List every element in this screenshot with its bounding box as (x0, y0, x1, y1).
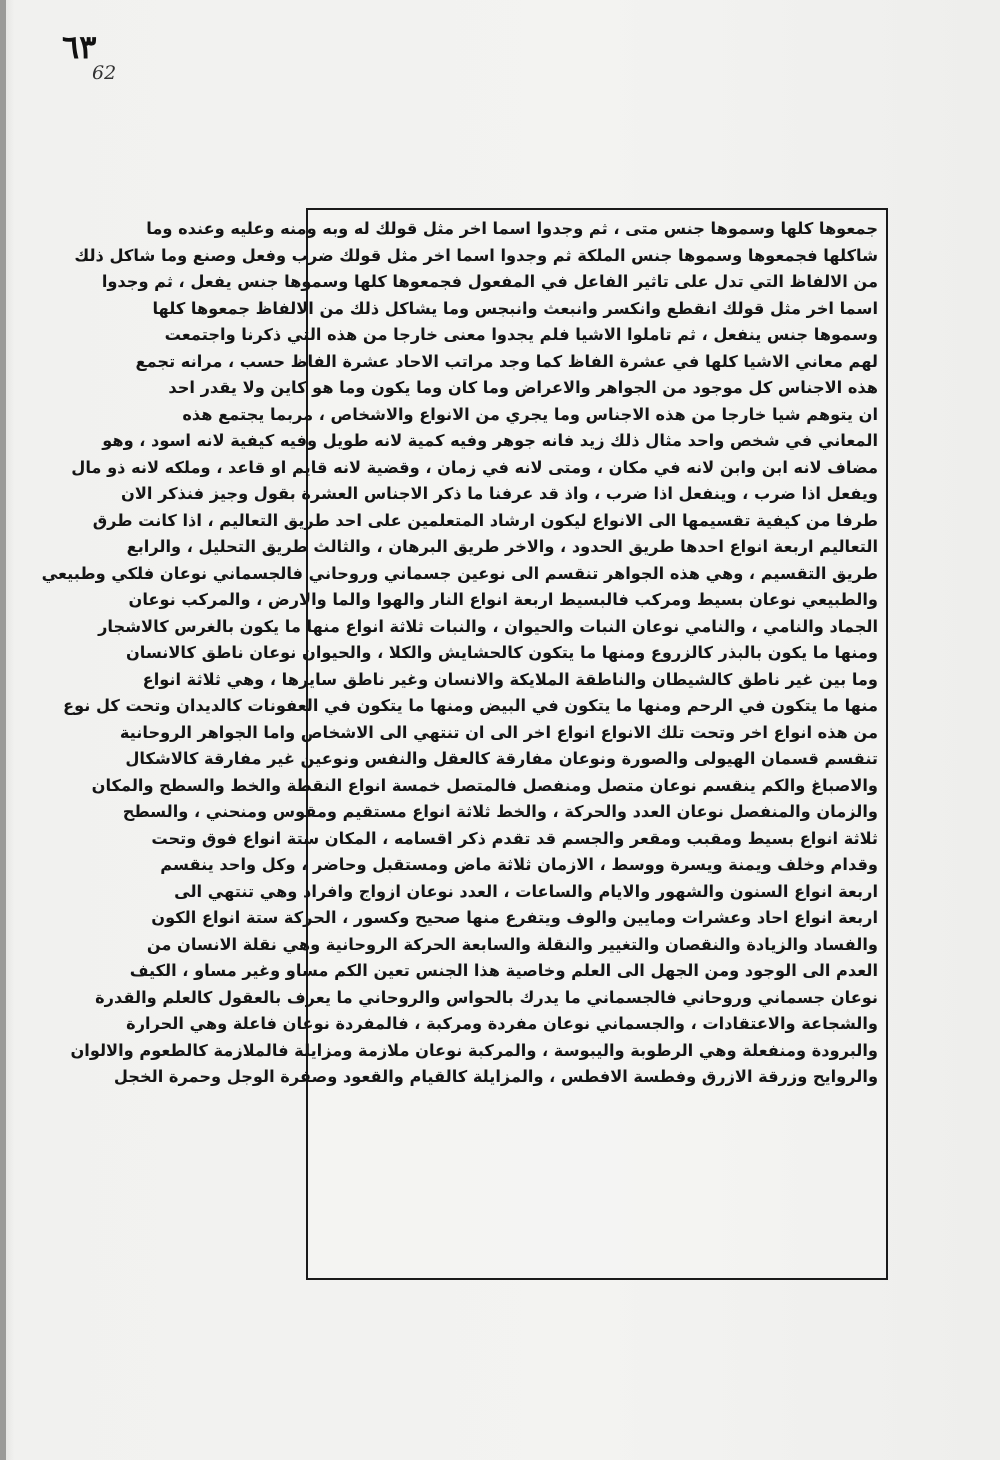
text-line: المعاني في شخص واحد مثال ذلك زيد فانه جوهر وفيه كمية لانه طويل وفيه كيفية لانه اسود ، وهو (102, 431, 878, 450)
binding-gutter (0, 0, 6, 1460)
text-line: نوعان جسماني وروحاني فالجسماني ما يدرك بالحواس والروحاني ما يعرف بالعقول كالعلم والقدرة (95, 987, 878, 1007)
text-line: وما بين غير ناطق كالشيطان والناطقة الملايكة والانسان وغير ناطق سايرها ، وهي ثلاثة انواع (142, 669, 878, 689)
text-line: والاصباغ والكم ينقسم نوعان متصل ومنفصل فالمتصل خمسة انواع النقطة والخط والسطح والمكان (91, 775, 878, 795)
text-line: اسما اخر مثل قولك انقطع وانكسر وانبعث وانبجس وما يشاكل ذلك من الالفاظ جمعوها كلها (152, 298, 878, 318)
text-line: العدم الى الوجود ومن الجهل الى العلم وخاصية هذا الجنس تعين الكم مساو وغير مساو ، الكيف (129, 961, 878, 980)
text-line: ويفعل اذا ضرب ، وينفعل اذا ضرب ، واذ قد عرفنا ما ذكر الاجناس العشرة بقول وجيز فنذكر الان (121, 484, 878, 503)
text-line: طريق التقسيم ، وهي هذه الجواهر تنقسم الى نوعين جسماني وروحاني فالجسماني نوعان فلكي وطبيعي (41, 563, 878, 583)
text-line: والشجاعة والاعتقادات ، والجسماني نوعان مفردة ومركبة ، فالمفردة نوعان فاعلة وهي الحرارة (126, 1014, 878, 1033)
text-line: وقدام وخلف ويمنة ويسرة ووسط ، الازمان ثلاثة ماض ومستقبل وحاضر ، وكل واحد ينقسم (160, 855, 878, 874)
text-line: التعاليم اربعة انواع احدها طريق الحدود ، والاخر طريق البرهان ، والثالث طريق التحليل ، والرابع (126, 537, 878, 556)
text-line: شاكلها فجمعوها وسموها جنس الملكة ثم وجدوا اسما اخر مثل قولك ضرب وفعل وصنع وما شاكل ذلك (74, 245, 878, 265)
text-block (41, 208, 888, 1280)
text-line: والطبيعي نوعان بسيط ومركب فالبسيط اربعة انواع النار والهوا والما والارض ، والمركب نوعان (128, 590, 878, 609)
text-line: والبرودة ومنفعلة وهي الرطوبة واليبوسة ، والمركبة نوعان ملازمة ومزايلة فالملازمة كالطعوم والالوان (70, 1040, 878, 1060)
text-line: ثلاثة انواع بسيط ومقبب ومقعر والجسم قد تقدم ذكر اقسامه ، المكان ستة انواع فوق وتحت (151, 828, 878, 848)
text-line: تنقسم قسمان الهيولى والصورة ونوعان مفارقة كالعقل والنفس ونوعين غير مفارقة كالاشكال (125, 749, 878, 768)
text-line: ان يتوهم شيا خارجا من هذه الاجناس وما يجري من الانواع والاشخاص ، مربما يجتمع هذه (182, 404, 878, 424)
text-line: منها ما يتكون في الرحم ومنها ما يتكون في البيض ومنها ما يتكون في العفونات كالديدان وتحت كل نوع (63, 696, 878, 715)
text-line: ومنها ما يكون بالبذر كالزروع ومنها ما يتكون كالحشايش والكلا ، والحيوان نوعان ناطق كالانسان (125, 643, 878, 662)
text-line: جمعوها كلها وسموها جنس متى ، ثم وجدوا اسما اخر مثل قولك له وبه ومنه وعليه وعنده وما (146, 219, 878, 238)
folio-number-latin: 62 (92, 62, 117, 84)
text-line: اربعة انواع احاد وعشرات ومايين والوف ويتفرع منها صحيح وكسور ، الحركة ستة انواع الكون (151, 908, 878, 927)
text-line: هذه الاجناس كل موجود من الجواهر والاعراض وما كان وما يكون وما هو كاين ولا يقدر احد (168, 378, 878, 397)
text-line: مضاف لانه ابن وابن لانه في مكان ، ومتى لانه في زمان ، وقضية لانه قايم او قاعد ، وملكه لانه ذو مال (71, 457, 878, 477)
text-line: من هذه انواع اخر وتحت تلك الانواع انواع اخر الى ان تنتهي الى الاشخاص واما الجواهر الروحانية (119, 722, 878, 742)
text-line: والروايح وزرقة الازرق وفطسة الافطس ، والمزايلة كالقيام والقعود وصفرة الوجل وحمرة الخجل (113, 1067, 878, 1086)
folio-number-arabic: ٦٣ (62, 28, 97, 66)
text-line: طرفا من كيفية تقسيمها الى الانواع ليكون ارشاد المتعلمين على احد طريق التعاليم ، اذا كانت طرق (92, 510, 878, 530)
text-line: الجماد والنامي ، والنامي نوعان النبات والحيوان ، والنبات ثلاثة انواع منها ما يكون بالغرس كالاشجار (98, 616, 878, 636)
text-line: من الالفاظ التي تدل على تاثير الفاعل في المفعول فجمعوها كلها وسموها جنس يفعل ، ثم وجدوا (101, 272, 878, 291)
text-line: والفساد والزيادة والنقصان والتغيير والنقلة والسابعة الحركة الروحانية وهي نقلة الانسان من (146, 934, 878, 954)
text-line: وسموها جنس ينفعل ، ثم تاملوا الاشيا فلم يجدوا معنى خارجا من هذه التي ذكرنا واجتمعت (164, 325, 878, 344)
text-line: اربعة انواع السنون والشهور والايام والساعات ، العدد نوعان ازواج وافراد وهي تنتهي الى (174, 881, 878, 901)
text-line: لهم معاني الاشيا كلها في عشرة الفاظ كما وجد مراتب الاحاد عشرة الفاظ حسب ، مرانه تجمع (135, 351, 878, 371)
text-line: والزمان والمنفصل نوعان العدد والحركة ، والخط ثلاثة انواع مستقيم ومقوس ومنحني ، والسطح (122, 802, 878, 821)
